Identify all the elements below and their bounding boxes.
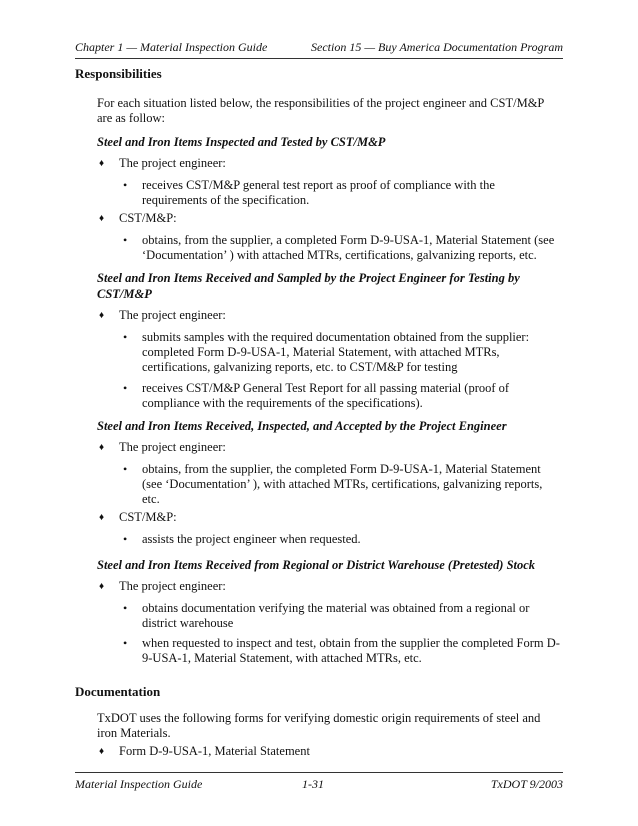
subsection-title-4: Steel and Iron Items Received from Regional or District Warehouse (Pretested) Stock: [97, 558, 536, 572]
bullet-text: certifications, galvanizing reports, etc. to CST/M&P for testing: [142, 360, 458, 374]
documentation-heading: Documentation: [75, 684, 161, 699]
dot-bullet-icon: •: [123, 601, 128, 615]
bullet-text: district warehouse: [142, 616, 234, 630]
footer-date: TxDOT 9/2003: [490, 777, 563, 791]
bullet-text: obtains, from the supplier, the completed Form D-9-USA-1, Material Statement: [142, 462, 541, 476]
bullet-text: ‘Documentation’ ) with attached MTRs, certifications, galvanizing reports, etc.: [142, 248, 537, 262]
subsection-title-1: Steel and Iron Items Inspected and Tested by CST/M&P: [97, 135, 386, 149]
dot-bullet-icon: •: [123, 178, 128, 192]
diamond-bullet-icon: ♦: [99, 581, 105, 592]
role-label: CST/M&P:: [119, 510, 177, 524]
documentation-intro-1: TxDOT uses the following forms for verifying domestic origin requirements of steel and: [97, 711, 541, 725]
bullet-text: assists the project engineer when requested.: [142, 532, 361, 546]
diamond-bullet-icon: ♦: [99, 442, 105, 453]
role-label: The project engineer:: [119, 308, 226, 322]
bullet-text: etc.: [142, 492, 160, 506]
role-label: The project engineer:: [119, 579, 226, 593]
role-label: CST/M&P:: [119, 211, 177, 225]
subsection-title-2: Steel and Iron Items Received and Sampled by the Project Engineer for Testing by: [97, 271, 520, 285]
diamond-bullet-icon: ♦: [99, 213, 105, 224]
role-label: The project engineer:: [119, 156, 226, 170]
responsibilities-intro-2: are as follow:: [97, 111, 166, 125]
bullet-text: obtains, from the supplier, a completed Form D-9-USA-1, Material Statement (see: [142, 233, 555, 247]
bullet-text: submits samples with the required documentation obtained from the supplier:: [142, 330, 530, 344]
page-number: 1-31: [302, 777, 324, 791]
page-footer: [75, 772, 563, 795]
dot-bullet-icon: •: [123, 233, 128, 247]
header-section: Section 15 — Buy America Documentation Program: [311, 40, 563, 54]
documentation-intro-2: iron Materials.: [97, 726, 171, 740]
diamond-bullet-icon: ♦: [99, 746, 105, 757]
role-label: The project engineer:: [119, 440, 226, 454]
responsibilities-heading: Responsibilities: [75, 66, 162, 81]
dot-bullet-icon: •: [123, 462, 128, 476]
bullet-text: obtains documentation verifying the material was obtained from a regional or: [142, 601, 530, 615]
subsection-title-2-cont: CST/M&P: [97, 287, 152, 301]
dot-bullet-icon: •: [123, 532, 128, 546]
dot-bullet-icon: •: [123, 330, 128, 344]
diamond-bullet-icon: ♦: [99, 310, 105, 321]
footer-guide-name: Material Inspection Guide: [75, 777, 203, 791]
form-item: Form D-9-USA-1, Material Statement: [119, 744, 310, 758]
dot-bullet-icon: •: [123, 381, 128, 395]
bullet-text: receives CST/M&P general test report as proof of compliance with the: [142, 178, 495, 192]
responsibilities-intro-1: For each situation listed below, the responsibilities of the project engineer and CST/M&P: [97, 96, 545, 110]
bullet-text: when requested to inspect and test, obtain from the supplier the completed Form D-: [142, 636, 560, 650]
page-header: [75, 40, 563, 59]
diamond-bullet-icon: ♦: [99, 512, 105, 523]
bullet-text: requirements of the specification.: [142, 193, 310, 207]
bullet-text: 9-USA-1, Material Statement, with attached MTRs, etc.: [142, 651, 422, 665]
subsection-title-3: Steel and Iron Items Received, Inspected, and Accepted by the Project Engineer: [97, 419, 507, 433]
bullet-text: receives CST/M&P General Test Report for all passing material (proof of: [142, 381, 510, 395]
dot-bullet-icon: •: [123, 636, 128, 650]
bullet-text: (see ‘Documentation’ ), with attached MTRs, certifications, galvanizing reports,: [142, 477, 543, 491]
bullet-text: completed Form D-9-USA-1, Material Statement, with attached MTRs,: [142, 345, 500, 359]
diamond-bullet-icon: ♦: [99, 158, 105, 169]
bullet-text: compliance with the requirements of the specifications).: [142, 396, 423, 410]
header-chapter: Chapter 1 — Material Inspection Guide: [75, 40, 268, 54]
